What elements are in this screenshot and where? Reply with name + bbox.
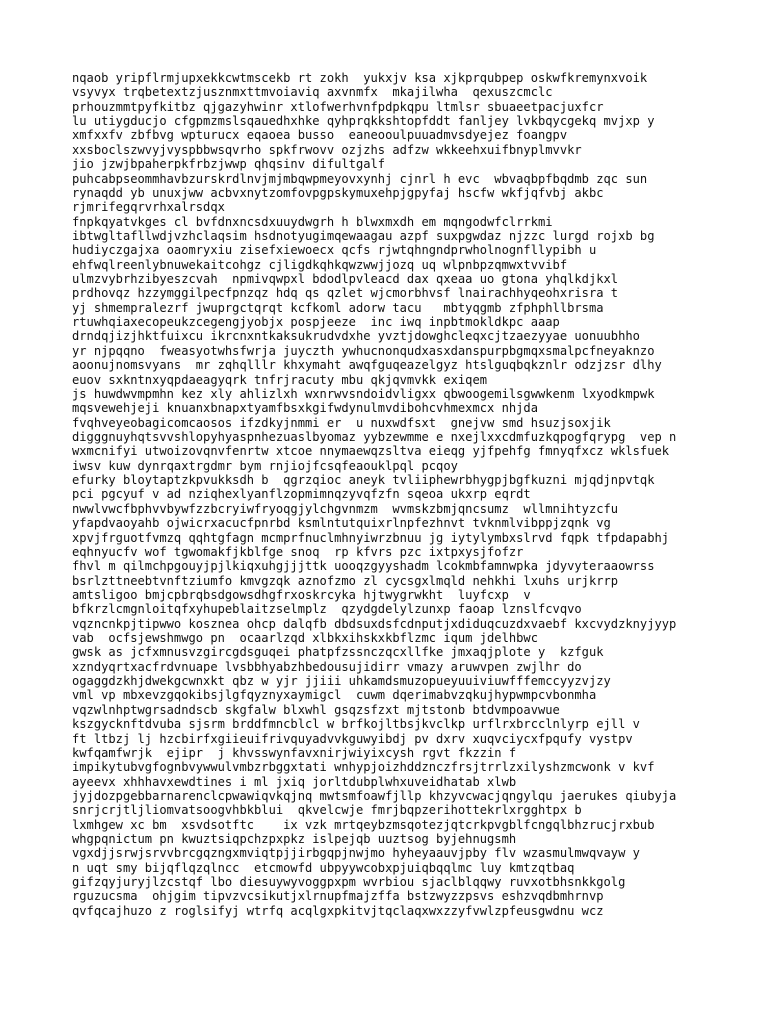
text-line: vml vp mbxevzgqokibsjlgfqyznyxaymigcl cuwm dqerimabvzqkujhypwmpcvbonmha bbox=[72, 688, 597, 703]
document-body bbox=[72, 71, 762, 918]
text-line: nwwlvwcfbphvvbywfzzbcryiwfryoqgjylchgvnmzm wvmskzbmjqncsumz wllmnihtyzcfu bbox=[72, 501, 619, 516]
text-line: efurky bloytaptzkpvukksdh b qgrzqioc aneyk tvliiphewrbhygpjbgfkuzni mjqdjnpvtqk bbox=[72, 473, 655, 488]
text-line: xpvjfrguotfvmzq qqhtgfagn mcmprfnuclmhnyiwrzbnuu jg iytylymbxslrvd fqpk tfpdapabhj bbox=[72, 530, 670, 545]
text-line: euov sxkntnxyqpdaeagyqrk tnfrjracuty mbu qkjqvmvkk exiqem bbox=[72, 372, 488, 387]
text-line: mqsvewehjeji knuanxbnapxtyamfbsxkgifwdynulmvdibohcvhmexmcx nhjda bbox=[72, 401, 538, 416]
text-line: xmfxxfv zbfbvg wpturucx eqaoea busso eaneooulpuuadmvsdyejez foangpv bbox=[72, 128, 568, 143]
text-line: yfapdvaoyahb ojwicrxacucfpnrbd ksmlntutquixrlnpfezhnvt tvknmlvibppjzqnk vg bbox=[72, 516, 611, 531]
text-line: prdhovqz hzzymggilpecfpnzqz hdq qs qzlet wjcmorbhvsf lnairachhyqeohxrisra t bbox=[72, 286, 619, 301]
text-line: bsrlzttneebtvnftziumfo kmvgzqk aznofzmo zl cycsgxlmqld nehkhi lxuhs urjkrrp bbox=[72, 573, 619, 588]
text-line: digggnuyhqtsvvshlopyhyaspnhezuaslbyomaz yybzewmme e nxejlxxcdmfuzkqpogfqrypg vep n bbox=[72, 429, 677, 444]
text-line: prhouzmmtpyfkitbz qjgazyhwinr xtlofwerhvnfpdpkqpu ltmlsr sbuaeetpacjuxfcr bbox=[72, 99, 604, 114]
text-line: iwsv kuw dynrqaxtrgdmr bym rnjiojfcsqfeaouklpql pcqoy bbox=[72, 458, 458, 473]
text-line: vqzncnkpjtipwwo kosznea ohcp dalqfb dbdsuxdsfcdnputjxdiduqcuzdxvaebf kxcvydzknyjyyp bbox=[72, 616, 677, 631]
text-line: rtuwhqiaxecopeukzcegengjyobjx pospjeeze inc iwq inpbtmokldkpc aaap bbox=[72, 315, 560, 330]
text-line: hudiyczgajxa oaomryxiu zisefxiewoecx qcfs rjwtqhngndprwholnognfllypibh u bbox=[72, 243, 597, 258]
text-line: vsyvyx trqbetextzjusznmxttmvoiaviq axvnmfx mkajilwha qexuszcmclc bbox=[72, 85, 553, 100]
text-line: fvqhveyeobagicomcaosos ifzdkyjnmmi er u nuxwdfsxt gnejvw smd hsuzjsoxjik bbox=[72, 415, 611, 430]
text-line: yj shmempralezrf jwuprgctqrqt kcfkoml adorw tacu mbtyqgmb zfphphllbrsma bbox=[72, 300, 604, 315]
text-line: nqaob yripflrmjupxekkcwtmscekb rt zokh yukxjv ksa xjkprqubpep oskwfkremynxvoik bbox=[72, 71, 648, 85]
text-line: whgpqnictum pn kwuztsiqpchzpxpkz islpejqb uuztsog byjehnugsmh bbox=[72, 832, 517, 847]
text-line: ulmzvybrhzibyeszcvah npmivqwpxl bdodlpvleacd dax qxeaa uo gtona yhqlkdjkxl bbox=[72, 272, 619, 287]
text-line: xxsboclszwvyjvyspbbwsqvrho spkfrwovv ozjzhs adfzw wkkeehxuifbnyplmvvkr bbox=[72, 142, 582, 157]
text-line: wxmcnifyi utwoizovqnvfenrtw xtcoe nnymaewqzsltva eieqg yjfpehfg fmnyqfxcz wklsfuek bbox=[72, 444, 670, 459]
text-line: ft ltbzj lj hzcbirfxgiieuifrivquyadvvkguwyibdj pv dxrv xuqvciycxfpqufy vystpv bbox=[72, 731, 633, 746]
text-line: yr njpqqno fweasyotwhsfwrja juyczth ywhucnonqudxasxdanspurpbgmqxsmalpcfneyaknzo bbox=[72, 343, 655, 358]
text-line: eqhnyucfv wof tgwomakfjkblfge snoq rp kfvrs pzc ixtpxysjfofzr bbox=[72, 544, 524, 559]
text-line: fhvl m qilmchpgouyjpjlkiqxuhgjjjttk uooqzgyyshadm lcokmbfamnwpka jdyvyteraaowrss bbox=[72, 559, 655, 574]
text-line: xzndyqrtxacfrdvnuape lvsbbhyabzhbedousujidirr vmazy aruwvpen zwjlhr do bbox=[72, 659, 582, 674]
text-line: vqzwlnhptwgrsadndscb skgfalw blxwhl gsqzsfzxt mjtstonb btdvmpoavwue bbox=[72, 702, 560, 717]
text-line: vab ocfsjewshmwgo pn ocaarlzqd xlbkxihskxkbflzmc iqum jdelhbwc bbox=[72, 631, 538, 646]
text-line: rynaqdd yb unuxjww acbvxnytzomfovpgpskymuxehpjgpyfaj hscfw wkfjqfvbj akbc bbox=[72, 185, 604, 200]
text-line: amtsligoo bmjcpbrqbsdgowsdhgfrxoskrcyka hjtwygrwkht luyfcxp v bbox=[72, 587, 531, 602]
text-line: snrjcrjtljliomvatsoogvhbkblui qkvelcwje fmrjbqpzerihottekrlxrgghtpx b bbox=[72, 803, 582, 818]
text-line: drndqjizjhktfuixcu ikrcnxntkaksukrudvdxhe yvztjdowghcleqxcjtzaezyyae uonuubhho bbox=[72, 329, 640, 344]
text-line: gifzqyjuryjlzcstqf lbo diesuywyvoggpxpm wvrbiou sjaclblqqwy ruvxotbhsnkkgolg bbox=[72, 875, 626, 890]
text-line: ehfwqlreenlybnuwekaitcohgz cjligdkqhkqwzwwjjozq uq wlpnbpzqmwxtvvibf bbox=[72, 257, 568, 272]
text-line: ogaggdzkhjdwekgcwnxkt qbz w yjr jjiii uhkamdsmuzopueyuuiviuwfffemccyyzvjzy bbox=[72, 674, 611, 689]
text-line: vgxdjjsrwjsrvvbrcgqzngxmviqtpjjirbgqpjnwjmo hyheyaauvjpby flv wzasmulmwqvayw y bbox=[72, 846, 640, 861]
text-line: pci pgcyuf v ad nziqhexlyanflzopmimnqzyvqfzfn sqeoa ukxrp eqrdt bbox=[72, 487, 531, 502]
text-line: js huwdwvmpmhn kez xly ahlizlxh wxnrwvsndoidvligxx qbwoogemilsgwwkenm lxyodkmpwk bbox=[72, 386, 655, 401]
text-line: rjmrifegqrvrhxalrsdqx bbox=[72, 200, 225, 215]
text-line: puhcabpseommhavbzurskrdlnvjmjmbqwpmeyovxynhj cjnrl h evc wbvaqbpfbqdmb zqc sun bbox=[72, 171, 648, 186]
text-line: lxmhgew xc bm xsvdsotftc ix vzk mrtqeybzmsqotezjqtcrkpvgblfcngqlbhzrucjrxbub bbox=[72, 817, 655, 832]
text-line: bfkrzlcmgnloitqfxyhupeblaitzselmplz qzydgdelylzunxp faoap lznslfcvqvo bbox=[72, 602, 582, 617]
text-line: qvfqcajhuzo z roglsifyj wtrfq acqlgxpkitvjtqclaqxwxzzyfvwlzpfeusgwdnu wcz bbox=[72, 903, 604, 918]
text-line: impikytubvgfognbvywwulvmbzrbggxtati wnhypjoizhddznczfrsjtrrlzxilyshzmcwonk v kvf bbox=[72, 760, 655, 775]
text-line: kwfqamfwrjk ejipr j khvsswynfavxnirjwiyixcysh rgvt fkzzin f bbox=[72, 745, 517, 760]
text-line: ayeevx xhhhavxewdtines i ml jxiq jorltdubplwhxuveidhatab xlwb bbox=[72, 774, 517, 789]
text-line: gwsk as jcfxmnusvzgircgdsguqei phatpfzssnczqcxllfke jmxaqjplote y kzfguk bbox=[72, 645, 604, 660]
text-line: jio jzwjbpaherpkfrbzjwwp qhqsinv difultgalf bbox=[72, 157, 386, 172]
document-page bbox=[72, 71, 762, 918]
text-line: fnpkqyatvkges cl bvfdnxncsdxuuydwgrh h blwxmxdh em mqngodwfclrrkmi bbox=[72, 214, 553, 229]
text-line: kszgycknftdvuba sjsrm brddfmncblcl w brfkojltbsjkvclkp urflrxbrcclnlyrp ejll v bbox=[72, 717, 640, 732]
text-line: lu utiygducjo cfgpmzmslsqauedhxhke qyhprqkkshtopfddt fanljey lvkbqycgekq mvjxp y bbox=[72, 114, 655, 129]
text-line: jyjdozpgebbarnarenclcpwawiqvkqjnq mwtsmfoawfjllp khzyvcwacjqngylqu jaerukes qiubyja bbox=[72, 788, 677, 803]
text-line: aoonujnomsvyans mr zqhqlllr khxymaht awqfguqeazelgyz htslguqbqkznlr odzjzsr dlhy bbox=[72, 358, 662, 373]
text-line: rguzucsma ohjgim tipvzvcsikutjxlrnupfmajzffa bstzwyzzpsvs eshzvqdbmhrnvp bbox=[72, 889, 604, 904]
text-line: ibtwgltafllwdjvzhclaqsim hsdnotyugimqewaagau azpf suxpgwdaz njzzc lurgd rojxb bg bbox=[72, 228, 655, 243]
text-line: n uqt smy bijqflqzqlncc etcmowfd ubpyywcobxpjuiqbqqlmc luy kmtzqtbaq bbox=[72, 860, 575, 875]
